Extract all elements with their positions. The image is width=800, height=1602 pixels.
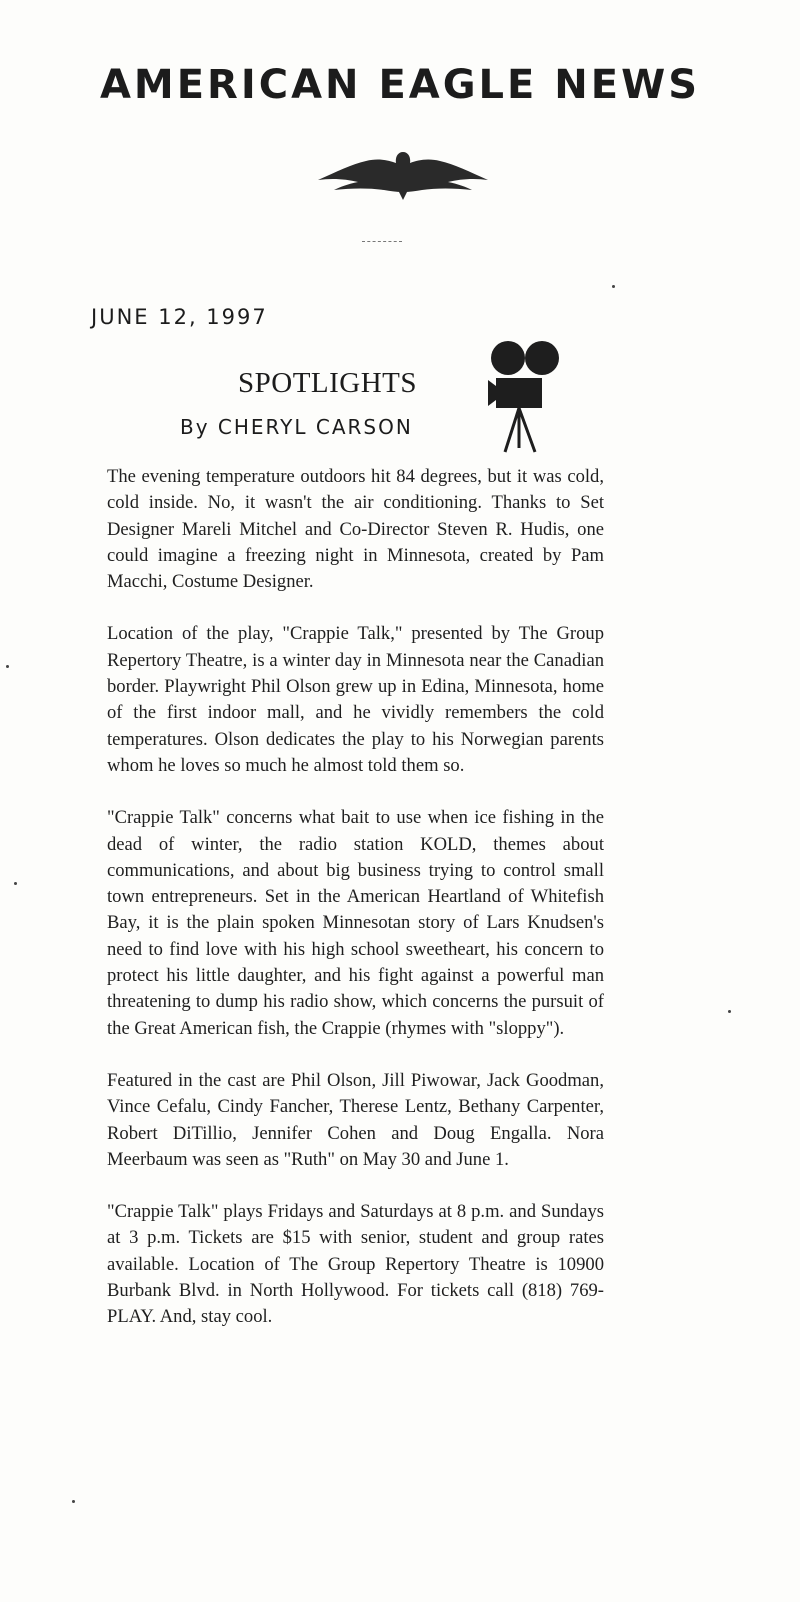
eagle-icon [318,144,488,204]
masthead-title: AMERICAN EAGLE NEWS [99,62,701,108]
scan-speck [72,1500,75,1503]
scan-speck [14,882,17,885]
article-paragraph: "Crappie Talk" concerns what bait to use when ice fishing in the dead of winter, the radio station KOLD, themes about communications, and about big business trying to control small town entrepreneurs. Set in the American Heartland of Whitefish Bay, it is the plain spoken Minnesotan story of Lars Knudsen's need to find love with his high school sweetheart, his concern to protect his little daughter, and his fight against a powerful man threatening to dump his radio show, which concerns the pursuit of the Great American fish, the Crappie (rhymes with "sloppy"). [107,807,604,1039]
article-paragraph: Location of the play, "Crappie Talk," presented by The Group Repertory Theatre, is a winter day in Minnesota near the Canadian border. Playwright Phil Olson grew up in Edina, Minnesota, home of the first indoor mall, and he vividly remembers the cold temperatures. Olson dedicates the play to his Norwegian parents whom he loves so much he almost told them so. [107,623,604,776]
divider [362,241,402,243]
article-paragraph: The evening temperature outdoors hit 84 degrees, but it was cold, cold inside. No, it wasn't the air conditioning. Thanks to Set Designer Mareli Mitchel and Co-Director Steven R. Hudis, one could imagine a freezing night in Minnesota, created by Pam Macchi, Costume Designer. [107,466,604,593]
column-title: SPOTLIGHTS [238,367,418,399]
article-body [107,464,604,1331]
article-paragraph: Featured in the cast are Phil Olson, Jill Piwowar, Jack Goodman, Vince Cefalu, Cindy Fancher, Therese Lentz, Bethany Carpenter, Robert DiTillio, Jennifer Cohen and Doug Engalla. Nora Meerbaum was seen as "Ruth" on May 30 and June 1. [107,1069,604,1170]
scan-speck [6,665,9,668]
scan-speck [612,285,615,288]
scan-speck [728,1010,731,1013]
article-paragraph: "Crappie Talk" plays Fridays and Saturdays at 8 p.m. and Sundays at 3 p.m. Tickets are $15 with senior, student and group rates available. Location of The Group Repertory Theatre is 10900 Burbank Blvd. in North Hollywood. For tickets call (818) 769-PLAY. And, stay cool. [107,1201,604,1328]
movie-camera-icon [488,340,568,455]
issue-date: JUNE 12, 1997 [91,305,268,329]
byline: By CHERYL CARSON [180,415,413,439]
